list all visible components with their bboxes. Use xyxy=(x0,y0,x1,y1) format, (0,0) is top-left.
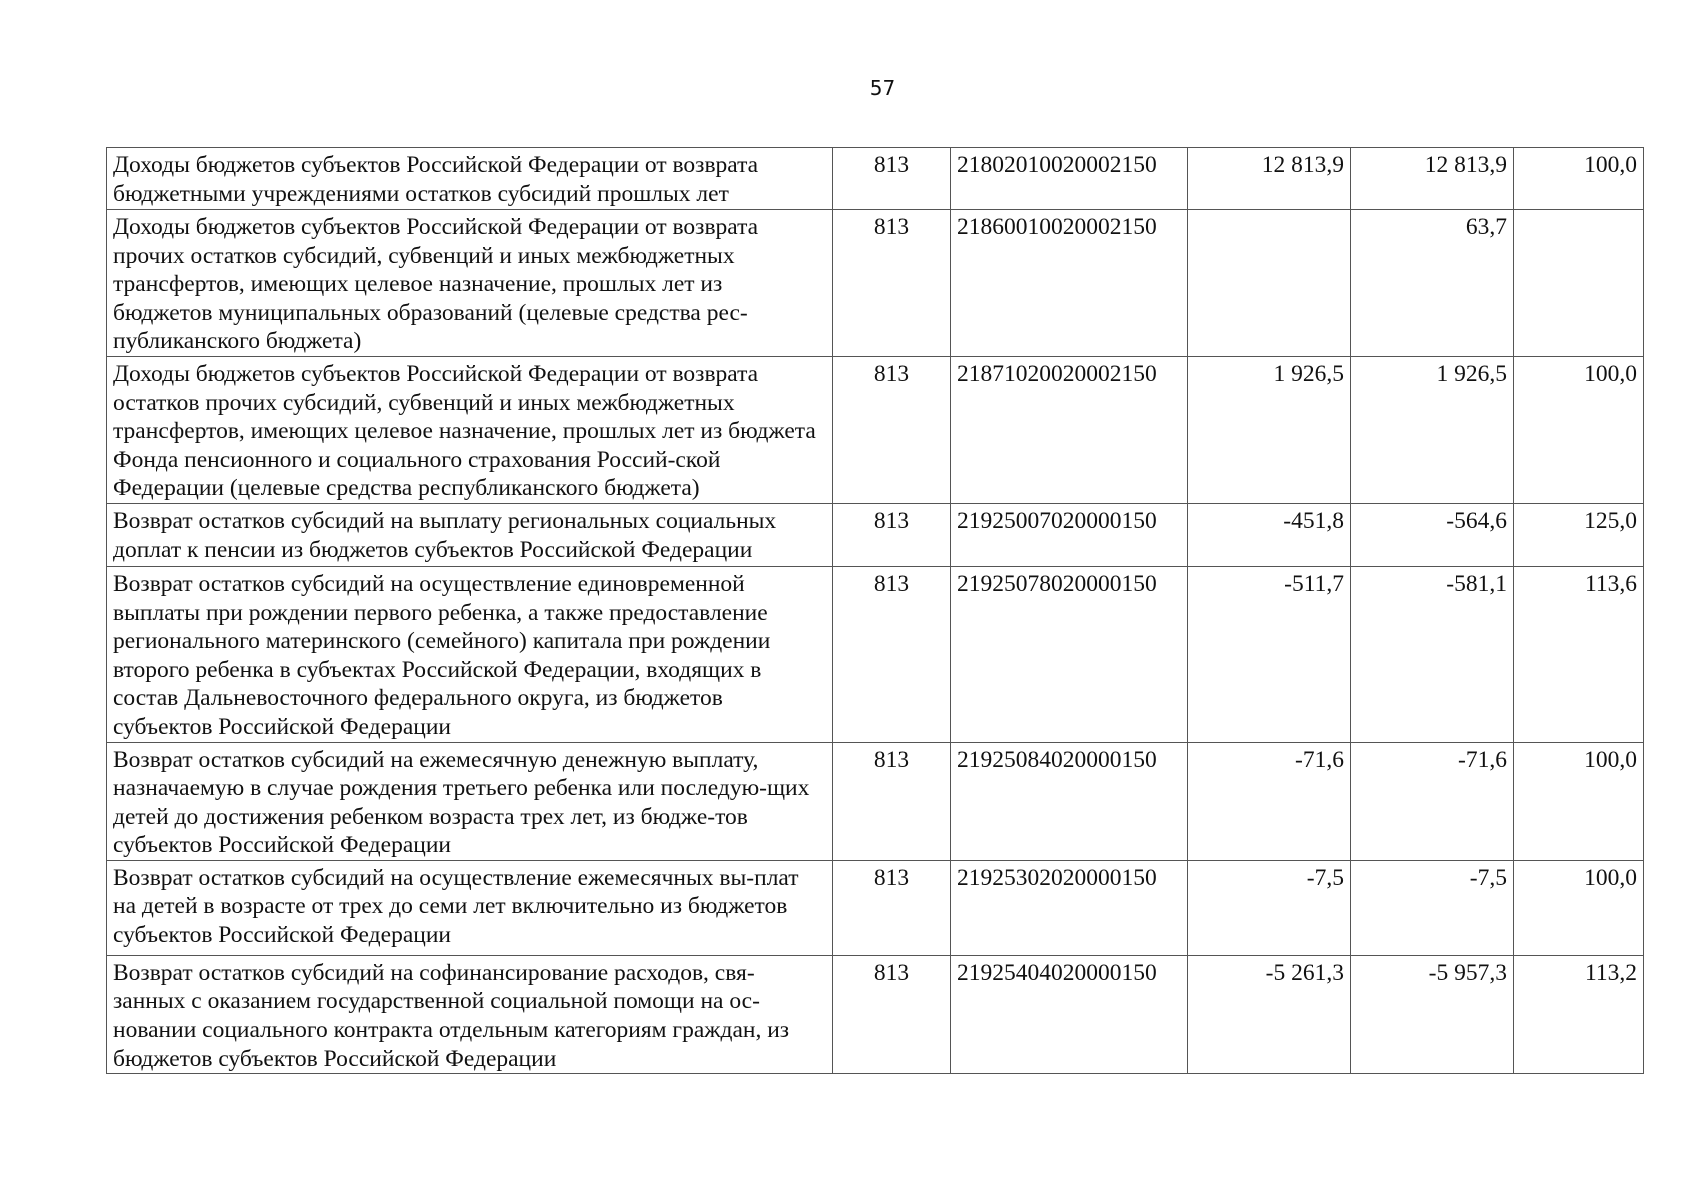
budget-code-cell: 21925007020000150 xyxy=(951,503,1188,566)
income-name-cell: Возврат остатков субсидий на софинансирование расходов, свя-занных с оказанием государственной социальной помощи на ос-новании социального контракта отдельным категориям граждан, из бюджетов субъектов Российской Федерации xyxy=(107,955,833,1073)
fact-value-cell: -564,6 xyxy=(1351,503,1514,566)
plan-value-cell: -5 261,3 xyxy=(1188,955,1351,1073)
fact-value-cell: 1 926,5 xyxy=(1351,356,1514,503)
percent-value-cell: 100,0 xyxy=(1514,742,1644,860)
admin-code-cell: 813 xyxy=(833,860,951,955)
fact-value-cell: 63,7 xyxy=(1351,210,1514,357)
plan-value-cell: -7,5 xyxy=(1188,860,1351,955)
budget-code-cell: 21802010020002150 xyxy=(951,148,1188,210)
plan-value-cell xyxy=(1188,210,1351,357)
budget-code-cell: 21925078020000150 xyxy=(951,566,1188,742)
admin-code-cell: 813 xyxy=(833,503,951,566)
fact-value-cell: 12 813,9 xyxy=(1351,148,1514,210)
fact-value-cell: -581,1 xyxy=(1351,566,1514,742)
income-name-cell: Доходы бюджетов субъектов Российской Федерации от возврата остатков прочих субсидий, субвенций и иных межбюджетных трансфертов, имеющих целевое назначение, прошлых лет из бюджета Фонда пенсионного и социального страхования Россий-ской Федерации (целевые средства республиканского бюджета) xyxy=(107,356,833,503)
page-number: 57 xyxy=(869,76,896,100)
admin-code-cell: 813 xyxy=(833,955,951,1073)
percent-value-cell: 113,6 xyxy=(1514,566,1644,742)
percent-value-cell xyxy=(1514,210,1644,357)
plan-value-cell: -511,7 xyxy=(1188,566,1351,742)
budget-code-cell: 21925404020000150 xyxy=(951,955,1188,1073)
budget-code-cell: 21860010020002150 xyxy=(951,210,1188,357)
plan-value-cell: 1 926,5 xyxy=(1188,356,1351,503)
table-row xyxy=(107,742,1644,860)
income-name-cell: Доходы бюджетов субъектов Российской Федерации от возврата прочих остатков субсидий, субвенций и иных межбюджетных трансфертов, имеющих целевое назначение, прошлых лет из бюджетов муниципальных образований (целевые средства рес-публиканского бюджета) xyxy=(107,210,833,357)
plan-value-cell: -451,8 xyxy=(1188,503,1351,566)
admin-code-cell: 813 xyxy=(833,148,951,210)
admin-code-cell: 813 xyxy=(833,566,951,742)
percent-value-cell: 100,0 xyxy=(1514,860,1644,955)
percent-value-cell: 125,0 xyxy=(1514,503,1644,566)
income-name-cell: Возврат остатков субсидий на осуществление ежемесячных вы-плат на детей в возрасте от трех до семи лет включительно из бюджетов субъектов Российской Федерации xyxy=(107,860,833,955)
income-name-cell: Возврат остатков субсидий на ежемесячную денежную выплату, назначаемую в случае рождения третьего ребенка или последую-щих детей до достижения ребенком возраста трех лет, из бюдже-тов субъектов Российской Федерации xyxy=(107,742,833,860)
admin-code-cell: 813 xyxy=(833,356,951,503)
percent-value-cell: 113,2 xyxy=(1514,955,1644,1073)
budget-code-cell: 21925084020000150 xyxy=(951,742,1188,860)
budget-code-cell: 21871020020002150 xyxy=(951,356,1188,503)
plan-value-cell: -71,6 xyxy=(1188,742,1351,860)
income-name-cell: Возврат остатков субсидий на выплату региональных социальных доплат к пенсии из бюджетов субъектов Российской Федерации xyxy=(107,503,833,566)
table-row xyxy=(107,860,1644,955)
table-row xyxy=(107,148,1644,210)
table-row xyxy=(107,503,1644,566)
income-name-cell: Возврат остатков субсидий на осуществление единовременной выплаты при рождении первого ребенка, а также предоставление регионального материнского (семейного) капитала при рождении второго ребенка в субъектах Российской Федерации, входящих в состав Дальневосточного федерального округа, из бюджетов субъектов Российской Федерации xyxy=(107,566,833,742)
fact-value-cell: -7,5 xyxy=(1351,860,1514,955)
table-row xyxy=(107,356,1644,503)
table-row xyxy=(107,566,1644,742)
fact-value-cell: -5 957,3 xyxy=(1351,955,1514,1073)
budget-code-cell: 21925302020000150 xyxy=(951,860,1188,955)
admin-code-cell: 813 xyxy=(833,742,951,860)
admin-code-cell: 813 xyxy=(833,210,951,357)
income-name-cell: Доходы бюджетов субъектов Российской Федерации от возврата бюджетными учреждениями остатков субсидий прошлых лет xyxy=(107,148,833,210)
table-row xyxy=(107,210,1644,357)
percent-value-cell: 100,0 xyxy=(1514,148,1644,210)
plan-value-cell: 12 813,9 xyxy=(1188,148,1351,210)
budget-table xyxy=(106,147,1644,1074)
table-row xyxy=(107,955,1644,1073)
percent-value-cell: 100,0 xyxy=(1514,356,1644,503)
fact-value-cell: -71,6 xyxy=(1351,742,1514,860)
